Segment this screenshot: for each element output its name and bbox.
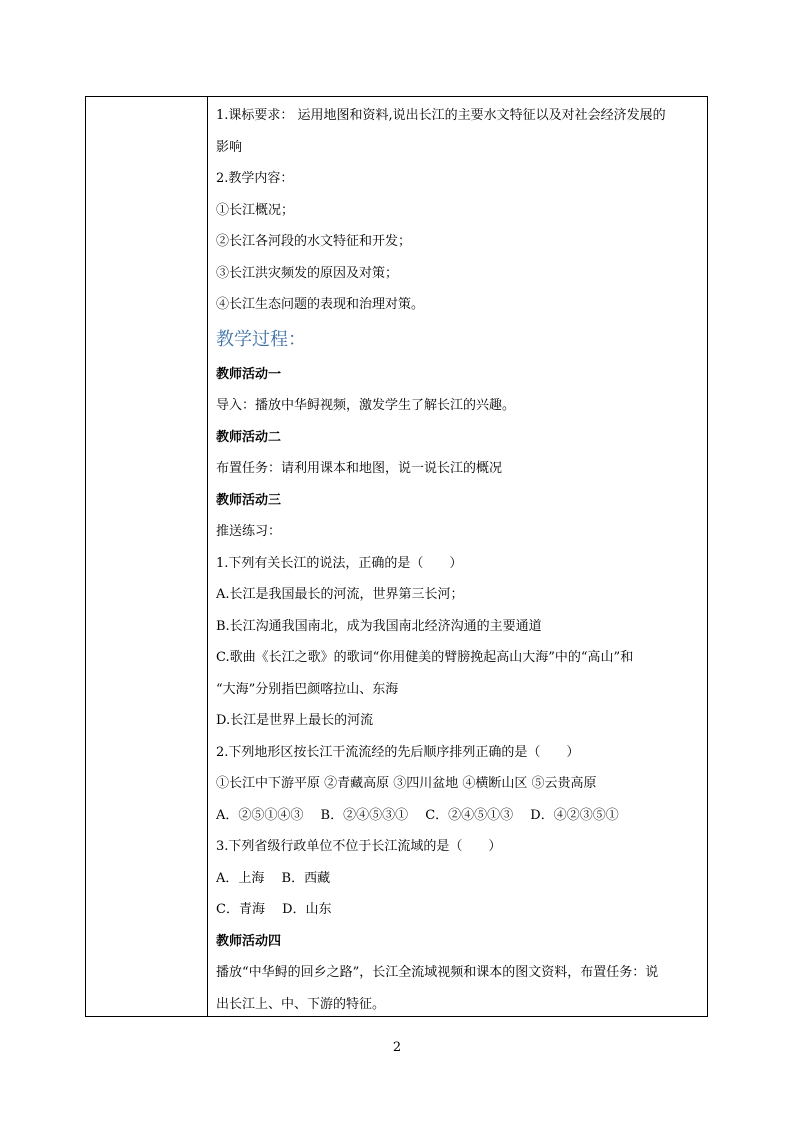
- option-line: A．上海 B．西藏: [216, 870, 331, 886]
- activity-title: 教师活动二: [216, 429, 282, 445]
- text-line: ①长江概况；: [216, 202, 295, 218]
- text-line: ②长江各河段的水文特征和开发；: [216, 234, 412, 249]
- question-line: 3.下列省级行政单位不位于长江流域的是（ ）: [216, 839, 502, 854]
- page-number: 2: [392, 1040, 402, 1055]
- section-heading: 教学过程：: [216, 328, 306, 350]
- question-line: 2.下列地形区按长江干流流经的先后顺序排列正确的是（ ）: [216, 744, 580, 760]
- table-content-cell: [208, 97, 707, 1016]
- question-line: 1.下列有关长江的说法，正确的是（ ）: [216, 555, 463, 571]
- option-line: C.歌曲《长江之歌》的歌词“你用健美的臂膀挽起高山大海”中的“高山”和: [216, 650, 634, 665]
- text-line: 推送练习：: [216, 524, 282, 539]
- table-left-column: [86, 97, 208, 1016]
- text-line: ④长江生态问题的表现和治理对策。: [216, 297, 425, 312]
- activity-title: 教师活动一: [216, 366, 282, 382]
- text-line: 导入：播放中华鲟视频，激发学生了解长江的兴趣。: [216, 398, 516, 413]
- option-line: D.长江是世界上最长的河流: [216, 713, 374, 728]
- text-line: 播放“中华鲟的回乡之路”，长江全流域视频和课本的图文资料，布置任务：说: [216, 965, 659, 980]
- activity-title: 教师活动三: [216, 492, 282, 508]
- text-line: 出长江上、中、下游的特征。: [216, 996, 386, 1012]
- text-line: 1.课标要求： 运用地图和资料,说出长江的主要水文特征以及对社会经济发展的: [216, 108, 666, 123]
- lesson-table: [85, 96, 708, 1017]
- option-line: C．青海 D．山东: [216, 902, 332, 917]
- option-line: “大海”分别指巴颜喀拉山、东海: [216, 681, 399, 697]
- text-line: 影响: [216, 139, 243, 155]
- text-line: 2.教学内容：: [216, 171, 294, 186]
- option-line: ①长江中下游平原 ②青藏高原 ③四川盆地 ④横断山区 ⑤云贵高原: [216, 776, 597, 791]
- option-line: B.长江沟通我国南北，成为我国南北经济沟通的主要通道: [216, 618, 542, 634]
- text-line: ③长江洪灾频发的原因及对策；: [216, 265, 399, 281]
- activity-title: 教师活动四: [216, 933, 282, 949]
- text-line: 布置任务：请利用课本和地图，说一说长江的概况: [216, 461, 503, 476]
- option-line: A.长江是我国最长的河流，世界第三长河；: [216, 587, 464, 602]
- option-line: A．②⑤①④③ B．②④⑤③① C．②④⑤①③ D．④②③⑤①: [216, 807, 619, 823]
